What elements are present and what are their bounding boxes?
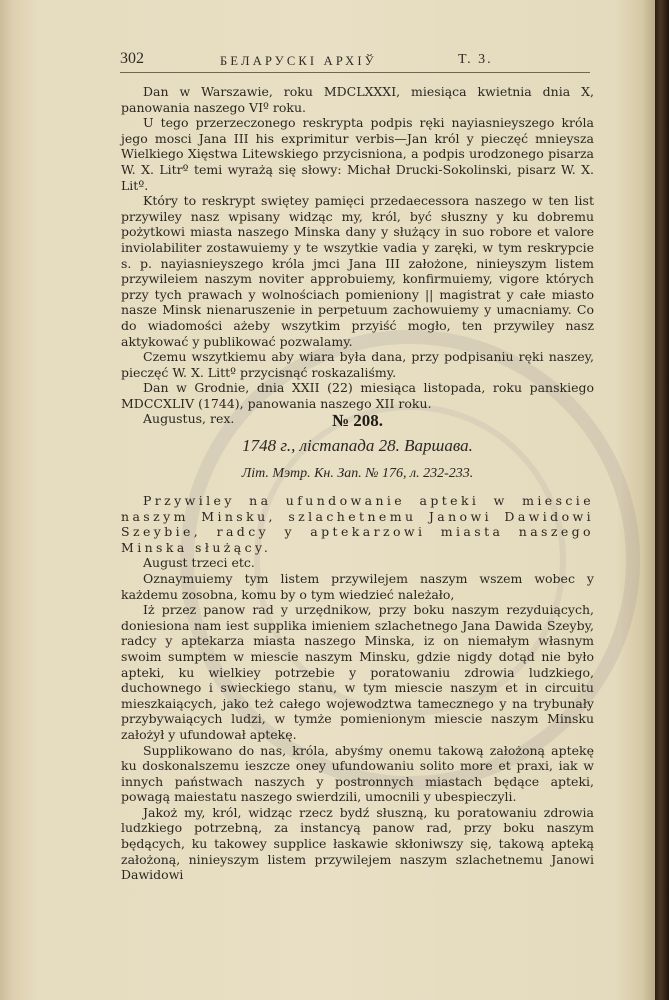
running-title: БЕЛАРУСКІ АРХІЎ [220, 54, 377, 68]
volume-label: Т. 3. [458, 52, 493, 67]
paragraph: U tego przerzeczonego reskrypta podpis ręki nayiasnieyszego króla jego mosci Jana III his exprimitur verbis—Jan król y pieczęć mnieysza Wielkiego Xięstwa Litewskiego przycisniona, a podpis urodzonego pisarza W. X. Litrº temi wyrażą się słowy: Michał Drucki-Sokolinski, pisarz W. X. Litº. [121, 115, 594, 193]
document-number: № 208. [331, 411, 384, 430]
paragraph: Dan w Grodnie, dnia XXII (22) miesiąca listopada, roku panskiego MDCCXLIV (1744), panowania naszego XII roku. [121, 380, 594, 411]
paragraph: August trzeci etc. [143, 555, 255, 571]
book-binding-edge [655, 0, 669, 1000]
paragraph: Supplikowano do nas, króla, abyśmy onemu takową założoną aptekę ku doskonalszemu ieszcze oney ufundowaniu solito more et praxi, iak w innych państwach naszych y postronnych miastach będące apteki, powagą maiestatu naszego swierdzili, umocnili y ubespieczyli. [121, 742, 594, 805]
paragraph: Który to reskrypt swiętey pamięci przedaecessora naszego w ten list przywiley nasz wpisany widząc my, król, być słuszny y ku dobremu pożytkowi miasta naszego Minska dany y służący in suo robore et valore inviolabiliter zostawuiemy y te wszytkie vadia y zaręki, w tym reskrypcie s. p. nayiasnieyszego króla jmci Jana III założone, ninieyszym listem przywileiem naszym noviter approbuiemy, konfirmuiemy, vigore których przy tych prawach y wolnościach pomieniony || magistrat y całe miasto nasze Minsk nienaruszenie in perpetuum zachowuiemy y umacniamy. Co do wiadomości ażeby wszytkim przyiść mogło, ten przywiley nasz aktykować y publikować pozwalamy. [121, 193, 594, 349]
paragraph: Dan w Warszawie, roku MDCLXXXI, miesiąca kwietnia dnia X, panowania naszego VIº roku. [121, 84, 594, 115]
running-header [120, 52, 590, 73]
document-source: Літ. Мэтр. Кн. Зап. № 176, л. 232-233. [241, 466, 474, 481]
paragraph: Jakoż my, król, widząc rzecz bydź słuszną, ku poratowaniu zdrowia ludzkiego potrzebną, za instancyą panow rad, przy boku naszym będących, ku takowey supplice łaskawie skłoniwszy się, takową apteką założoną, ninieyszym listem przywilejem naszym szlachetnemu Janowi Dawidowi [121, 804, 594, 883]
upper-text-block [121, 84, 594, 427]
paragraph: Czemu wszytkiemu aby wiara była dana, przy podpisaniu ręki naszey, pieczęć W. X. Littº przycisnąć roskazaliśmy. [121, 349, 594, 380]
paragraph: Iż przez panow rad y urzędnikow, przy boku naszym rezyduiących, doniesiona nam iest supplika imieniem szlachetnego Jana Dawida Szeyby, radcy y aptekarza miasta naszego Minska, iz on niemałym własnym swoim sumptem w miescie naszym Minsku, gdzie nigdy dotąd nie było apteki, ku wielkiey potrzebie y poratowaniu zdrowia ludzkiego, duchownego i swieckiego stanu, w tym miescie naszym et in circuitu mieszkaiących, jako też całego wojewodztwa tamecznego y na trybunały przybywaiących ludzi, w tymże pomienionym miescie naszym Minsku założył y ufundował aptekę. [121, 602, 594, 742]
paragraph: Oznaymuiemy tym listem przywilejem naszym wszem wobec y każdemu zosobna, komu by o tym wiedzieć należało, [121, 570, 594, 602]
page-number: 302 [120, 50, 144, 67]
signature-line: Augustus, rex. [143, 411, 235, 427]
lower-text-block [121, 493, 594, 883]
document-summary: Przywiley na ufundowanie apteki w miescie naszym Minsku, szlachetnemu Janowi Dawidowi Szeybie, radcy y aptekarzowi miasta naszego Minska służący. [121, 493, 594, 555]
document-date-place: 1748 г., лістапада 28. Варшава. [242, 436, 473, 455]
